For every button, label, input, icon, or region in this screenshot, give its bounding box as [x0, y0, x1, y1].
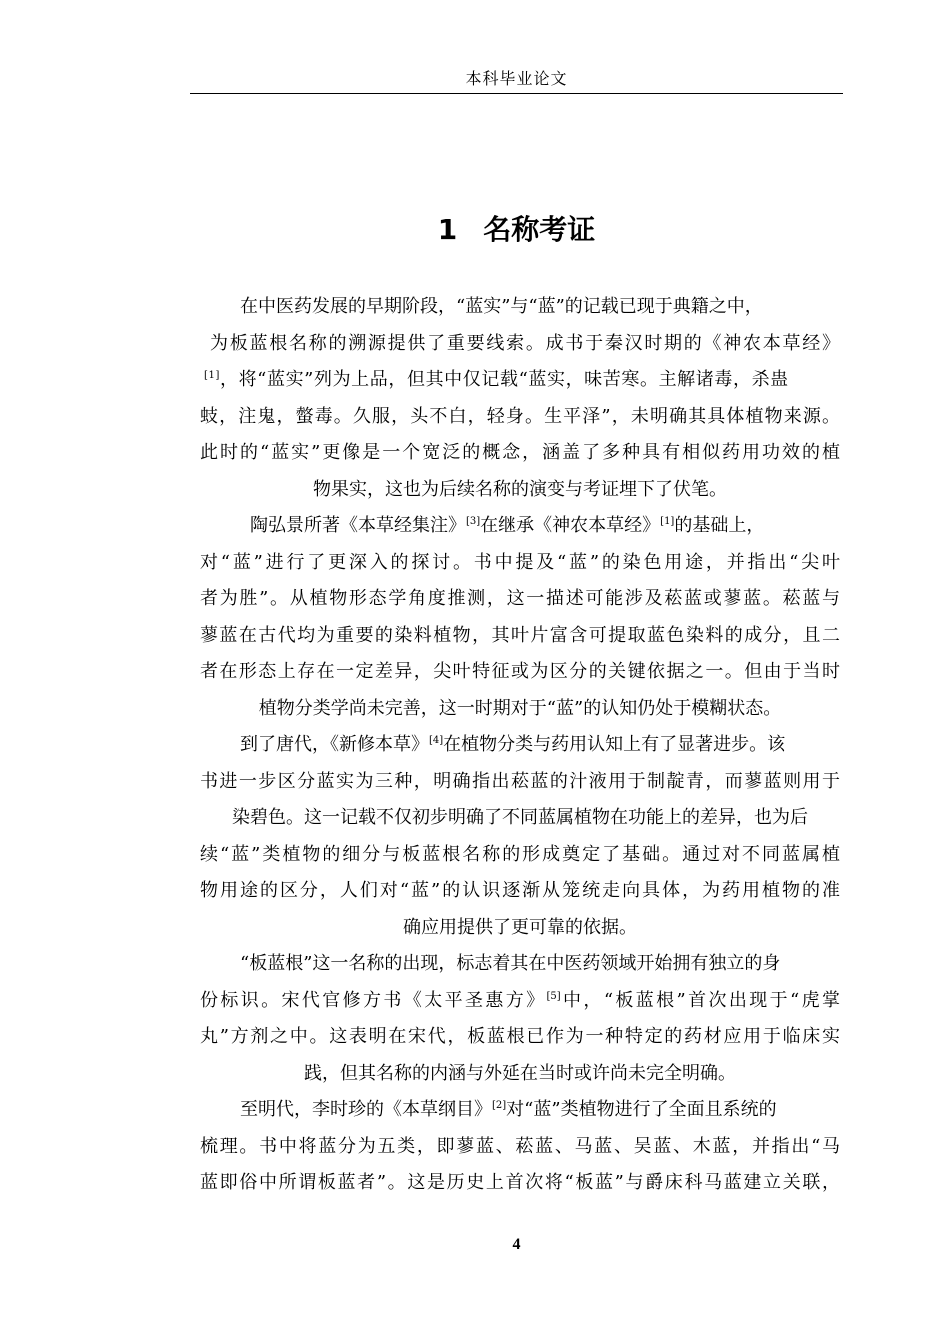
text-line: 物果实，这也为后续名称的演变与考证埋下了伏笔。	[313, 478, 727, 500]
citation: [4]	[429, 735, 444, 746]
text-line: 植物分类学尚未完善，这一时期对于“蓝”的认知仍处于模糊状态。	[258, 697, 782, 719]
citation: [1]	[660, 516, 675, 527]
text-line: 蚑，注鬼，螫毒。久服，头不白，轻身。生平泽”，未明确其具体植物来源。	[200, 405, 840, 427]
section-number: 1	[437, 213, 458, 246]
citation: [5]	[546, 990, 561, 1002]
text-line: 蓝即俗中所谓板蓝者”。这是历史上首次将“板蓝”与爵床科马蓝建立关联，	[200, 1172, 840, 1193]
text-line: 书进一步区分蓝实为三种，明确指出菘蓝的汁液用于制靛青，而蓼蓝则用于	[200, 770, 840, 792]
header-rule	[190, 93, 843, 94]
page-number: 4	[512, 1236, 521, 1253]
text-line: “板蓝根”这一名称的出现，标志着其在中医药领域开始拥有独立的身	[240, 953, 781, 974]
text-line: [1]，将“蓝实”列为上品，但其中仅记载“蓝实，味苦寒。主解诸毒，杀蛊	[204, 369, 789, 390]
text-line: 续“蓝”类植物的细分与板蓝根名称的形成奠定了基础。通过对不同蓝属植	[200, 843, 840, 865]
text-line: 份标识。宋代官修方书《太平圣惠方》[5]中，“板蓝根”首次出现于“虎掌	[200, 989, 841, 1011]
section-heading	[190, 208, 843, 252]
text-line: 者为胜”。从植物形态学角度推测，这一描述可能涉及菘蓝或蓼蓝。菘蓝与	[200, 588, 840, 609]
text-line: 践，但其名称的内涵与外延在当时或许尚未完全明确。	[304, 1062, 736, 1084]
text-line: 此时的“蓝实”更像是一个宽泛的概念，涵盖了多种具有相似药用功效的植	[200, 442, 840, 463]
text-line: 在中医药发展的早期阶段，“蓝实”与“蓝”的记载已现于典籍之中，	[240, 296, 763, 317]
text-line: 者在形态上存在一定差异，尖叶特征或为区分的关键依据之一。但由于当时	[200, 661, 840, 682]
text-line: 染碧色。这一记载不仅初步明确了不同蓝属植物在功能上的差异，也为后	[232, 807, 808, 828]
text-line: 对“蓝”进行了更深入的探讨。书中提及“蓝”的染色用途，并指出“尖叶	[200, 551, 840, 573]
text-line: 梳理。书中将蓝分为五类，即蓼蓝、菘蓝、马蓝、吴蓝、木蓝，并指出“马	[200, 1135, 840, 1157]
citation: [1]	[204, 370, 220, 381]
text-line: 为板蓝根名称的溯源提供了重要线索。成书于秦汉时期的《神农本草经》	[210, 332, 840, 354]
text-line: 确应用提供了更可靠的依据。	[403, 916, 637, 938]
body-text	[200, 289, 840, 1202]
citation: [2]	[492, 1100, 507, 1111]
text-line: 到了唐代，《新修本草》[4]在植物分类与药用认知上有了显著进步。该	[240, 734, 786, 755]
text-line: 蓼蓝在古代均为重要的染料植物，其叶片富含可提取蓝色染料的成分，且二	[200, 624, 840, 646]
text-line: 物用途的区分，人们对“蓝”的认识逐渐从笼统走向具体，为药用植物的准	[200, 880, 840, 901]
citation: [3]	[466, 516, 481, 527]
text-line: 丸”方剂之中。这表明在宋代，板蓝根已作为一种特定的药材应用于临床实	[200, 1026, 840, 1047]
text-line: 陶弘景所著《本草经集注》[3]在继承《神农本草经》[1]的基础上，	[250, 515, 765, 536]
text-line: 至明代，李时珍的《本草纲目》[2]对“蓝”类植物进行了全面且系统的	[240, 1099, 777, 1120]
page-header: 本科毕业论文	[465, 69, 568, 88]
section-title: 名称考证	[483, 213, 596, 246]
